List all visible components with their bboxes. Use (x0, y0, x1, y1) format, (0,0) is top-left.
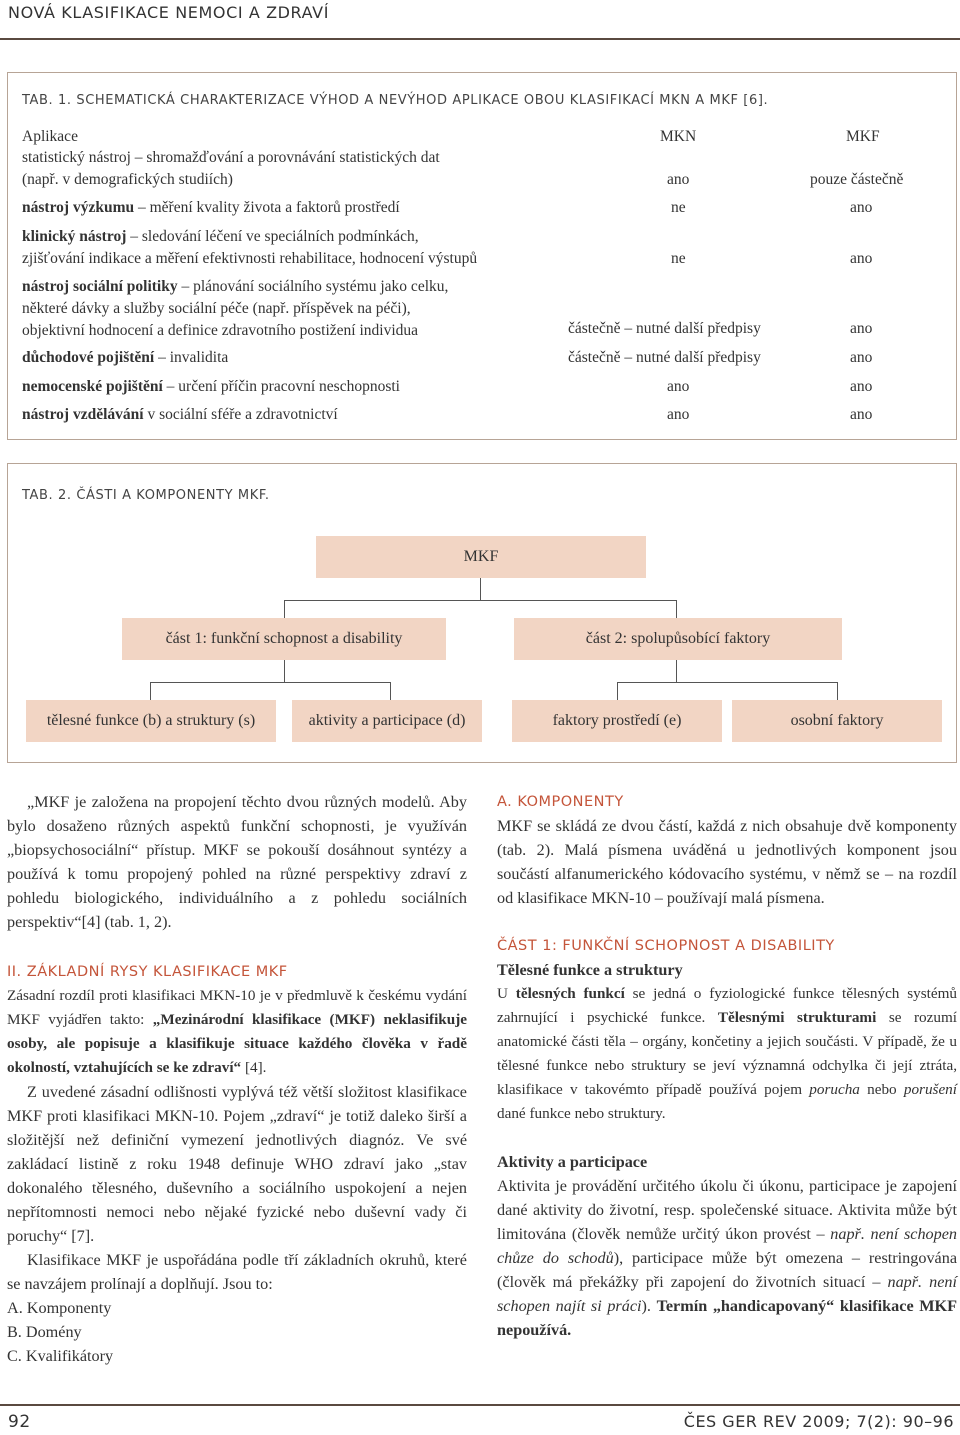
diagram-connector (284, 660, 285, 682)
table-1-header-app: Aplikace (22, 128, 78, 145)
diagram-connector (390, 682, 391, 700)
diagram-part-1: část 1: funkční schopnost a disability (122, 618, 446, 660)
table-2-caption: TAB. 2. ČÁSTI A KOMPONENTY MKF. (22, 488, 270, 503)
section-heading-ii: II. ZÁKLADNÍ RYSY KLASIFIKACE MKF (7, 964, 288, 980)
table-cell-mkf: pouze částečně (810, 171, 904, 188)
quote-paragraph: „MKF je založena na propojení těchto dvou různých modelů. Aby bylo dosaženo různých aspektů funkční schopnosti, je využíván „biopsychosociální“ přístup. MKF se pokouší dosáhnout syntézy a používá k tomu propojený pohled na různé perspektivy zdraví z pohledu biologického, individuálního a z pohledu sociálních perspektiv“[4] (tab. 1, 2). (7, 793, 467, 931)
footer-rule (0, 1404, 960, 1406)
list-item: B. Domény (7, 1323, 82, 1341)
paragraph: U tělesných funkcí se jedná o fyziologické funkce tělesných systémů zahrnující i psychické funkce. Tělesnými strukturami se rozumí anatomické části těla – orgány, končetiny a jejich součásti. V případě, že u tělesné funkce nebo struktury se jeví významná odchylka či její ztráta, klasifikace v takovémto případě používá pojem porucha nebo porušení dané funkce nebo struktury. (497, 985, 958, 1122)
table-row: nástroj vzdělávání v sociální sféře a zdravotnictví (22, 406, 338, 423)
table-cell-mkn: ano (667, 171, 690, 188)
paragraph: MKF se skládá ze dvou částí, každá z nich obsahuje dvě komponenty (tab. 2). Malá písmena uváděná u jednotlivých komponent jsou součástí alfanumerického kódovacího systému, v němž se – na rozdíl od klasifikace MKN-10 – používají malá písmena. (497, 817, 957, 907)
table-cell-mkn: ano (667, 406, 690, 423)
list-item: A. Komponenty (7, 1299, 112, 1317)
paragraph: Klasifikace MKF je uspořádána podle tří základních okruhů, které se navzájem prolínají a doplňují. Jsou to: (7, 1251, 467, 1293)
paragraph: Zásadní rozdíl proti klasifikaci MKN-10 je v předmluvě k českému vydání MKF vyjádřen takto: „Mezinárodní klasifikace (MKF) neklasifikuje osoby, ale popisuje a klasifikuje situace každého člověka v řadě okolností, vztahujících se ke zdraví“ [4]. (7, 987, 468, 1076)
table-cell-mkf: ano (850, 199, 873, 216)
table-1-header-mkn: MKN (660, 128, 697, 145)
table-row: nemocenské pojištění – určení příčin pracovní neschopnosti (22, 378, 400, 395)
table-1-caption: TAB. 1. SCHEMATICKÁ CHARAKTERIZACE VÝHOD A NEVÝHOD APLIKACE OBOU KLASIFIKACÍ MKN A MKF [6]. (22, 93, 769, 108)
table-row: nástroj sociální politiky – plánování sociálního systému jako celku, některé dávky a služby sociální péče (např. příspěvek na péči), objektivní hodnocení a definice zdravotního postižení individua (22, 278, 449, 339)
table-cell-mkf: ano (850, 406, 873, 423)
journal-reference: ČES GER REV 2009; 7(2): 90–96 (683, 1412, 954, 1431)
header-rule (0, 38, 960, 40)
table-cell-mkn: ne (671, 199, 686, 216)
table-cell-mkf: ano (850, 250, 873, 267)
diagram-connector (150, 682, 151, 700)
diagram-connector (284, 600, 676, 601)
page-number: 92 (8, 1412, 31, 1432)
left-column (7, 790, 467, 1368)
diagram-connector (480, 578, 481, 600)
subheading: Tělesné funkce a struktury (497, 961, 683, 979)
diagram-connector (617, 682, 837, 683)
diagram-root-mkf: MKF (316, 536, 646, 578)
table-1-header-mkf: MKF (846, 128, 880, 145)
list-item: C. Kvalifikátory (7, 1347, 114, 1365)
table-row: nástroj výzkumu – měření kvality života a faktorů prostředí (22, 199, 400, 216)
section-heading-a: A. KOMPONENTY (497, 794, 624, 810)
diagram-connector (150, 682, 390, 683)
table-cell-mkf: ano (850, 349, 873, 366)
right-column (497, 790, 957, 1342)
table-cell-mkf: ano (850, 320, 873, 337)
table-row: statistický nástroj – shromažďování a porovnávání statistických dat (např. v demografických studiích) (22, 149, 440, 188)
paragraph: Aktivita je provádění určitého úkolu či úkonu, participace je zapojení dané aktivity do životní, resp. společenské situace. Aktivita může být limitována (člověk nemůže určitý úkon provést – např. není schopen chůze do schodů), participace může být omezena – restringována (člověk má překážky při zapojení do životních situací – např. není schopen najít si práci). Termín „handicapovaný“ klasifikace MKF nepoužívá. (497, 1177, 958, 1339)
table-cell-mkn: ne (671, 250, 686, 267)
diagram-leaf-activities: aktivity a participace (d) (292, 700, 482, 742)
table-cell-mkn: ano (667, 378, 690, 395)
subheading: Aktivity a participace (497, 1153, 648, 1171)
diagram-leaf-body: tělesné funkce (b) a struktury (s) (26, 700, 276, 742)
section-heading-part-1: ČÁST 1: FUNKČNÍ SCHOPNOST A DISABILITY (497, 938, 835, 954)
table-row: klinický nástroj – sledování léčení ve speciálních podmínkách, zjišťování indikace a měření efektivnosti rehabilitace, hodnocení výstupů (22, 228, 478, 267)
table-cell-mkn: částečně – nutné další předpisy (568, 349, 761, 366)
running-header: NOVÁ KLASIFIKACE NEMOCI A ZDRAVÍ (8, 3, 330, 22)
diagram-connector (617, 682, 618, 700)
paragraph: Z uvedené zásadní odlišnosti vyplývá též větší složitost klasifikace MKF proti klasifikaci MKN-10. Pojem „zdraví“ je totiž daleko širší a složitější než definiční vymezení jednotlivých diagnóz. Ve své zakládací listině z roku 1948 definuje WHO zdraví jako „stav dokonalého tělesného, duševního a sociálního uspokojení a nejen nepřítomnosti nemoci nebo nějaké fyzické nebo duševní vady či poruchy“ [7]. (7, 1083, 467, 1245)
table-cell-mkn: částečně – nutné další předpisy (568, 320, 761, 337)
diagram-connector (676, 600, 677, 618)
diagram-connector (284, 600, 285, 618)
table-row: důchodové pojištění – invalidita (22, 349, 229, 366)
diagram-part-2: část 2: spolupůsobící faktory (514, 618, 842, 660)
diagram-leaf-personal: osobní faktory (732, 700, 942, 742)
diagram-leaf-environment: faktory prostředí (e) (512, 700, 722, 742)
table-cell-mkf: ano (850, 378, 873, 395)
diagram-connector (837, 682, 838, 700)
diagram-connector (676, 660, 677, 682)
